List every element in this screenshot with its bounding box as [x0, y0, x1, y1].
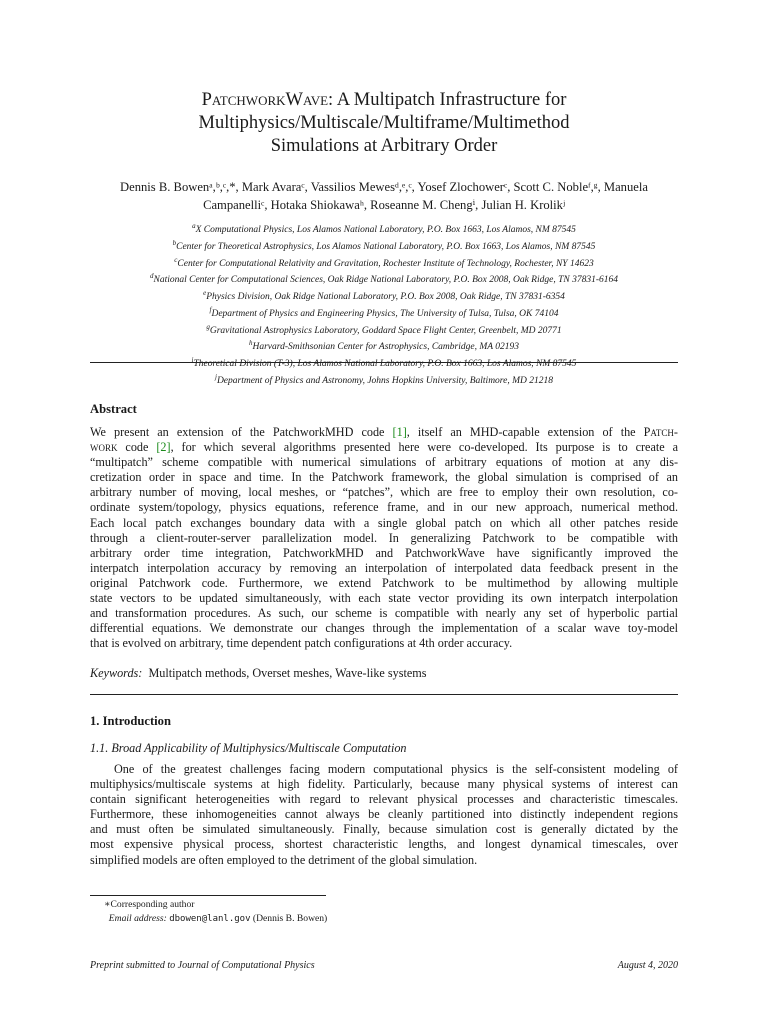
author-line-1: Dennis B. Bowenᵃ,ᵇ,ᶜ,*, Mark Avaraᶜ, Vassilios Mewesᵈ,ᵉ,ᶜ, Yosef Zlochowerᶜ, Scott C. Nobleᶠ,ᵍ, Manuela [120, 180, 648, 194]
keywords [90, 666, 427, 681]
title-line-3: Simulations at Arbitrary Order [270, 136, 498, 156]
abstract-line: interpatch interpolation accuracy by removing an interpolation of interpolated data feedback present in the [90, 560, 678, 575]
title-line-1 [84, 89, 684, 112]
affiliation-item: $^i$Theoretical Division (T-3), Los Alamos National Laboratory, P.O. Box 1663, Los Alamos, NM 87545 [191, 356, 577, 370]
footnote-rule [90, 895, 326, 896]
footnote-email: Email address: dbowen@lanl.gov (Dennis B. Bowen) [108, 913, 328, 924]
keywords-text: Multipatch methods, Overset meshes, Wave-like systems [148, 666, 427, 680]
intro-line: and must often be simulated simultaneously. Finally, because simulation cost is generally dictated by the [90, 822, 678, 837]
abstract-line: arbitrary number of moving, local meshes, or “patches”, which are free to employ their own resolution, co- [90, 485, 678, 500]
email-link[interactable]: dbowen@lanl.gov [169, 914, 251, 924]
affiliation-item: $^a$X Computational Physics, Los Alamos National Laboratory, P.O. Box 1663, Los Alamos, NM 87545 [192, 222, 576, 236]
intro-line: One of the greatest challenges facing modern computational physics is the self-consistent modeling of [114, 762, 678, 776]
abstract-line: original Patchwork code. Furthermore, we extend Patchwork to be multimethod by allowing multiple [90, 575, 678, 590]
affiliation-item: $^d$National Center for Computational Sciences, Oak Ridge National Laboratory, P.O. Box 2008, Oak Ridge, TN 37831-6164 [149, 272, 618, 286]
paper-title [84, 89, 684, 158]
author-line-2: Campanelliᶜ, Hotaka Shiokawaʰ, Roseanne M. Chengⁱ, Julian H. Krolikʲ [203, 198, 565, 212]
abstract-line: work code [2], for which several algorithms presented here were co-developed. Its purpose is to create a [90, 440, 678, 455]
affiliation-item: $^g$Gravitational Astrophysics Laboratory, Goddard Space Flight Center, Greenbelt, MD 20771 [206, 322, 562, 336]
abstract-body [90, 425, 678, 651]
abstract-line: differential equations. We demonstrate our changes through the implementation of a scalar wave toy-model [90, 621, 678, 636]
abstract-line: Each local patch exchanges boundary data with a single global patch on which all other patches reside [90, 515, 678, 530]
abstract-heading: Abstract [90, 402, 137, 416]
abstract-line: arbitrary order time integration, PatchworkMHD and PatchworkWave have significantly improved the [90, 545, 678, 560]
citation-link[interactable]: [2] [156, 440, 171, 455]
title-program-name: PatchworkWave [201, 90, 329, 110]
preprint-date: August 4, 2020 [617, 960, 678, 971]
abstract-line: We present an extension of the PatchworkMHD code [1], itself an MHD-capable extension of the Patch- [90, 425, 678, 439]
affiliation-item: $^b$Center for Theoretical Astrophysics, Los Alamos National Laboratory, P.O. Box 1663, Los Alamos, NM 87545 [172, 238, 596, 252]
affiliation-item: $^c$Center for Computational Relativity and Gravitation, Rochester Institute of Technology, Rochester, NY 14623 [174, 255, 594, 269]
abstract-line: cretization order in space and time. In the Patchwork framework, the global simulation is comprised of an [90, 470, 678, 485]
author-list [84, 178, 684, 214]
abstract-line: that is evolved on arbitrary, time dependent patch configurations at 4th order accuracy. [90, 636, 513, 651]
affiliation-item: $^h$Harvard-Smithsonian Center for Astrophysics, Cambridge, MA 02193 [248, 339, 520, 353]
intro-paragraph [90, 762, 678, 868]
title-line-1-rest: : A Multipatch Infrastructure for [328, 90, 567, 110]
intro-line: Furthermore, these inhomogeneities cannot always be cleanly partitioned into distinctly independent regions [90, 807, 678, 822]
affiliation-item: $^f$Department of Physics and Engineering Physics, The University of Tulsa, Tulsa, OK 74104 [209, 305, 559, 319]
abstract-line: ordinate system/topology, physics equations, reference frame, and in our new approach, numerical method. [90, 500, 678, 515]
preprint-notice: Preprint submitted to Journal of Computational Physics [90, 960, 315, 971]
keywords-label: Keywords: [90, 666, 143, 680]
citation-link[interactable]: [1] [392, 425, 407, 439]
affiliation-item: $^e$Physics Division, Oak Ridge National Laboratory, P.O. Box 2008, Oak Ridge, TN 37831-6354 [203, 289, 565, 303]
divider-top [90, 362, 678, 363]
abstract-line: state vectors to be updated simultaneously, with each state vector providing its own interpatch interpolation [90, 591, 678, 606]
intro-line: contain significant heterogeneities with regard to relevant physical processes and characteristic timescales. [90, 792, 678, 807]
abstract-line: through a client-router-server parallelization model. In generalizing Patchwork to be compatible with [90, 530, 678, 545]
affiliation-item: $^j$Department of Physics and Astronomy, Johns Hopkins University, Baltimore, MD 21218 [214, 372, 554, 386]
divider-bottom [90, 694, 678, 695]
title-line-2: Multiphysics/Multiscale/Multiframe/Multimethod [198, 113, 570, 133]
intro-line: simplified models are often employed to the detriment of the global simulation. [90, 852, 478, 867]
intro-line: most expensive physical process, shortest characteristic lengths, and longest dynamical timescales, over [90, 837, 678, 852]
footnote-corresponding: ∗Corresponding author [104, 899, 195, 910]
footnote [104, 898, 327, 926]
abstract-line: and transformation procedures. As such, our scheme is compatible with nearly any set of hyperbolic partial [90, 606, 678, 621]
abstract-line: “multipatch” scheme compatible with numerical simulations of arbitrary equations of motion at any dis- [90, 455, 678, 470]
intro-line: multiphysics/multiscale systems at high fidelity. Particularly, because many physical systems of interest can [90, 777, 678, 792]
section-heading: 1. Introduction [90, 714, 171, 728]
subsection-heading: 1.1. Broad Applicability of Multiphysics/Multiscale Computation [90, 741, 407, 755]
